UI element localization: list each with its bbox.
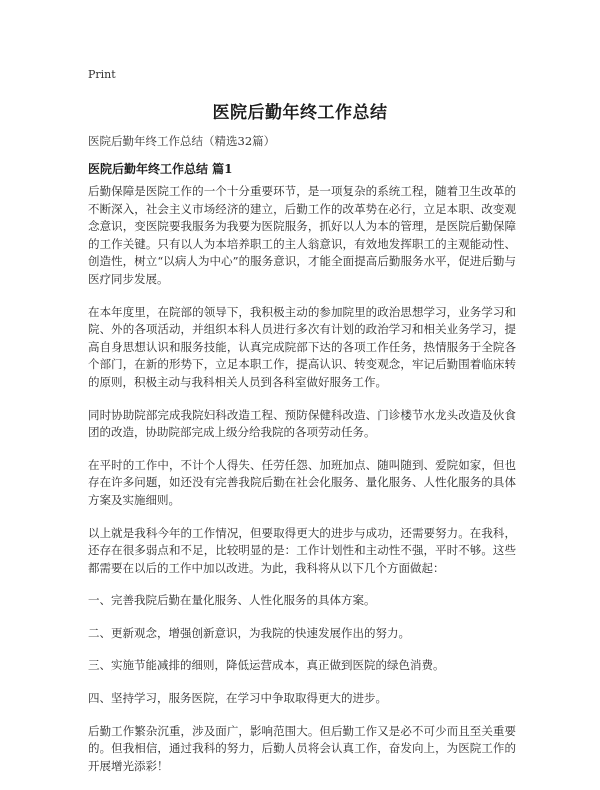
paragraph-5: 以上就是我科今年的工作情况，但要取得更大的进步与成功，还需要努力。在我科，还存在很多弱点和不足，比较明显的是：工作计划性和主动性不强，平时不够。这些都需要在以后的工作中加以改进。为此，我科将从以下几个方面做起： (88, 525, 516, 575)
document-subtitle: 医院后勤年终工作总结（精选32篇） (88, 134, 276, 148)
paragraph-closing: 后勤工作繁杂沉重，涉及面广，影响范围大。但后勤工作又是必不可少而且至关重要的。但我相信，通过我科的努力，后勤人员将会认真工作，奋发向上，为医院工作的开展增光添彩！ (88, 723, 516, 773)
list-item-1: 一、完善我院后勤在量化服务、人性化服务的具体方案。 (88, 593, 376, 608)
section-heading: 医院后勤年终工作总结 篇1 (88, 162, 233, 176)
print-link[interactable]: Print (88, 68, 116, 81)
paragraph-4: 在平时的工作中，不计个人得失、任劳任怨、加班加点、随叫随到、爱院如家，但也存在许多问题，如还没有完善我院后勤在社会化服务、量化服务、人性化服务的具体方案及实施细则。 (88, 457, 516, 507)
list-item-4: 四、坚持学习，服务医院，在学习中争取取得更大的进步。 (88, 691, 387, 706)
paragraph-2: 在本年度里，在院部的领导下，我积极主动的参加院里的政治思想学习，业务学习和院、外的各项活动，并组织本科人员进行多次有计划的政治学习和相关业务学习，提高自身思想认识和服务技能，认真完成院部下达的各项工作任务，热情服务于全院各个部门，在新的形势下，立足本职工作，提高认识、转变观念，牢记后勤围着临床转的原则，积极主动与我科相关人员到各科室做好服务工作。 (88, 304, 516, 389)
page-title: 医院后勤年终工作总结 (212, 103, 388, 123)
paragraph-1: 后勤保障是医院工作的一个十分重要环节，是一项复杂的系统工程，随着卫生改革的不断深入，社会主义市场经济的建立，后勤工作的改革势在必行，立足本职、改变观念意识，变医院要我服务为我要为医院服务，抓好以人为本的管理，是医院后勤保障的工作关键。只有以人为本培养职工的主人翁意识，有效地发挥职工的主观能动性、创造性，树立“以病人为中心”的服务意识，才能全面提高后勤服务水平，促进后勤与医疗同步发展。 (88, 184, 516, 286)
list-item-3: 三、实施节能减排的细则，降低运营成本，真正做到医院的绿色消费。 (88, 658, 445, 673)
list-item-2: 二、更新观念，增强创新意识，为我院的快速发展作出的努力。 (88, 625, 410, 640)
body-text (88, 183, 516, 790)
paragraph-3: 同时协助院部完成我院妇科改造工程、预防保健科改造、门诊楼节水龙头改造及伙食团的改造，协助院部完成上级分给我院的各项劳动任务。 (88, 407, 516, 440)
